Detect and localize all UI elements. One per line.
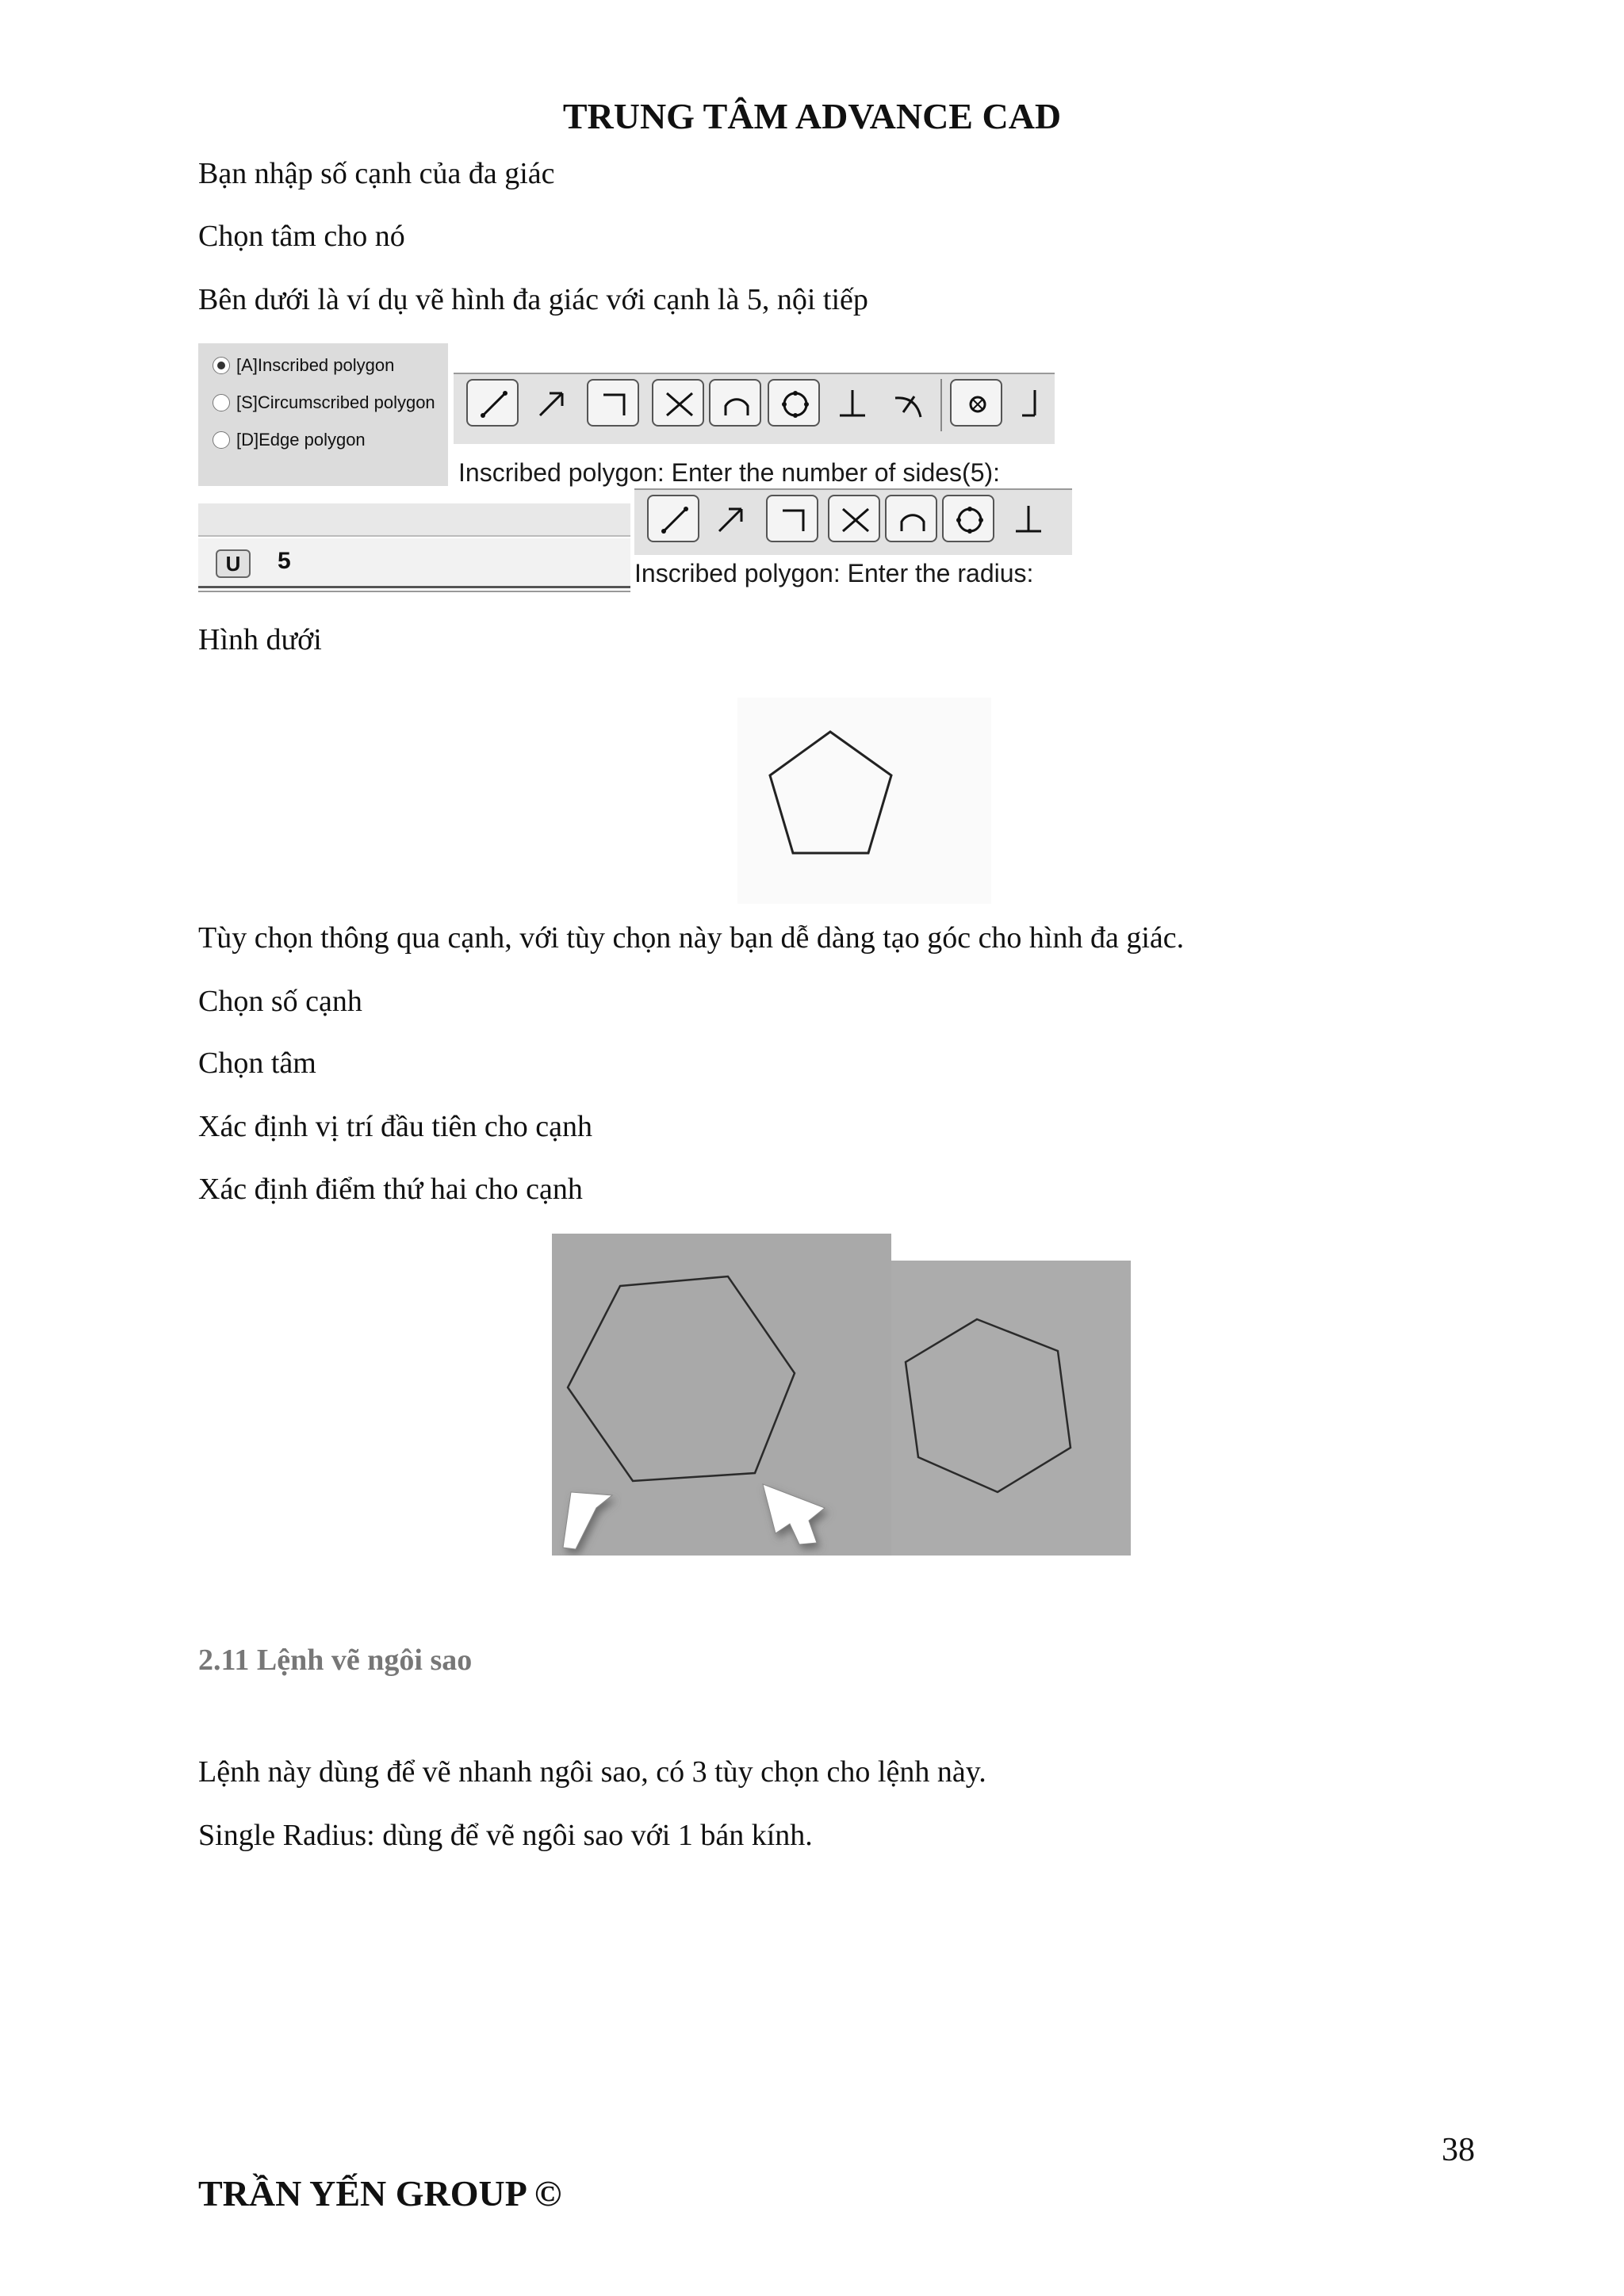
axis-snap-button[interactable] (825, 379, 877, 427)
hexagon-frame-right (891, 1261, 1131, 1556)
arc-snap-icon (897, 504, 929, 536)
tangent-arc-button[interactable] (880, 379, 933, 427)
radio-icon[interactable] (213, 394, 230, 411)
section-heading: 2.11 Lệnh vẽ ngôi sao (198, 1644, 473, 1677)
command-line (198, 503, 630, 595)
snap-toolbar-2 (634, 488, 1072, 555)
prompt-number-of-sides: Inscribed polygon: Enter the number of sides(5): (458, 458, 1001, 487)
paragraph-first-point: Xác định vị trí đầu tiên cho cạnh (198, 1110, 593, 1143)
paragraph-choose-center-2: Chọn tâm (198, 1047, 316, 1080)
snap-toolbar-1 (454, 373, 1055, 444)
line-snap-icon (659, 504, 691, 536)
arc-snap-icon (721, 388, 753, 420)
option-edge-polygon[interactable] (213, 424, 366, 456)
command-input-value[interactable]: 5 (278, 548, 291, 574)
corner-snap-button[interactable] (766, 495, 818, 542)
perpendicular-snap-button[interactable] (703, 495, 755, 542)
axis-snap-icon (837, 388, 868, 420)
axis-snap-icon (1013, 504, 1044, 536)
prompt-radius: Inscribed polygon: Enter the radius: (634, 559, 1034, 587)
paragraph-single-radius: Single Radius: dùng để vẽ ngôi sao với 1 bán kính. (198, 1819, 813, 1852)
paragraph-choose-center: Chọn tâm cho nó (198, 220, 405, 253)
center-snap-button[interactable] (950, 379, 1002, 427)
option-label: [A]Inscribed polygon (236, 355, 395, 375)
hexagon-frame-left (552, 1234, 891, 1556)
line-snap-button[interactable] (647, 495, 699, 542)
corner-snap-icon (599, 388, 630, 420)
paragraph-example: Bên dưới là ví dụ vẽ hình đa giác với cạnh là 5, nội tiếp (198, 283, 868, 316)
intersection-snap-icon (664, 388, 695, 420)
perpendicular-snap-icon (535, 388, 567, 420)
axis-snap-button[interactable] (1001, 495, 1053, 542)
paragraph-edge-option: Tùy chọn thông qua cạnh, với tùy chọn này bạn dễ dàng tạo góc cho hình đa giác. (198, 921, 1185, 955)
tangent-arc-icon (892, 388, 924, 420)
intersection-snap-button[interactable] (652, 379, 704, 427)
intersection-snap-icon (840, 504, 871, 536)
corner-snap-icon (778, 504, 810, 536)
hexagon-figure (552, 1234, 1131, 1556)
arc-snap-button[interactable] (709, 379, 761, 427)
page-footer: TRẦN YẾN GROUP © (198, 2173, 562, 2214)
arc-snap-button[interactable] (885, 495, 937, 542)
paragraph-star-intro: Lệnh này dùng để vẽ nhanh ngôi sao, có 3 tùy chọn cho lệnh này. (198, 1755, 986, 1789)
circle-snap-icon (954, 504, 986, 536)
option-label: [S]Circumscribed polygon (236, 392, 435, 412)
axis-snap-button-2[interactable] (1007, 379, 1051, 427)
circle-snap-icon (779, 388, 811, 420)
perpendicular-snap-icon (714, 504, 746, 536)
command-key-badge: U (216, 549, 251, 578)
center-snap-icon (962, 388, 994, 420)
perpendicular-snap-button[interactable] (523, 379, 576, 427)
paragraph-enter-sides: Bạn nhập số cạnh của đa giác (198, 157, 555, 190)
polygon-options-panel (198, 343, 448, 486)
axis-snap-icon (1019, 388, 1051, 420)
radio-icon[interactable] (213, 431, 230, 449)
intersection-snap-button[interactable] (828, 495, 880, 542)
circle-snap-button[interactable] (768, 379, 820, 427)
page-number: 38 (1442, 2132, 1475, 2168)
circle-snap-button[interactable] (942, 495, 994, 542)
line-snap-icon (478, 388, 510, 420)
paragraph-second-point: Xác định điểm thứ hai cho cạnh (198, 1173, 583, 1206)
pentagon-figure (737, 698, 991, 904)
paragraph-choose-sides: Chọn số cạnh (198, 985, 362, 1018)
option-inscribed-polygon[interactable] (213, 350, 394, 381)
page-header: TRUNG TÂM ADVANCE CAD (562, 96, 1062, 136)
line-snap-button[interactable] (466, 379, 519, 427)
option-circumscribed-polygon[interactable] (213, 387, 435, 419)
radio-selected-icon[interactable] (213, 357, 230, 374)
caption-below: Hình dưới (198, 623, 322, 656)
option-label: [D]Edge polygon (236, 430, 366, 450)
corner-snap-button[interactable] (587, 379, 639, 427)
